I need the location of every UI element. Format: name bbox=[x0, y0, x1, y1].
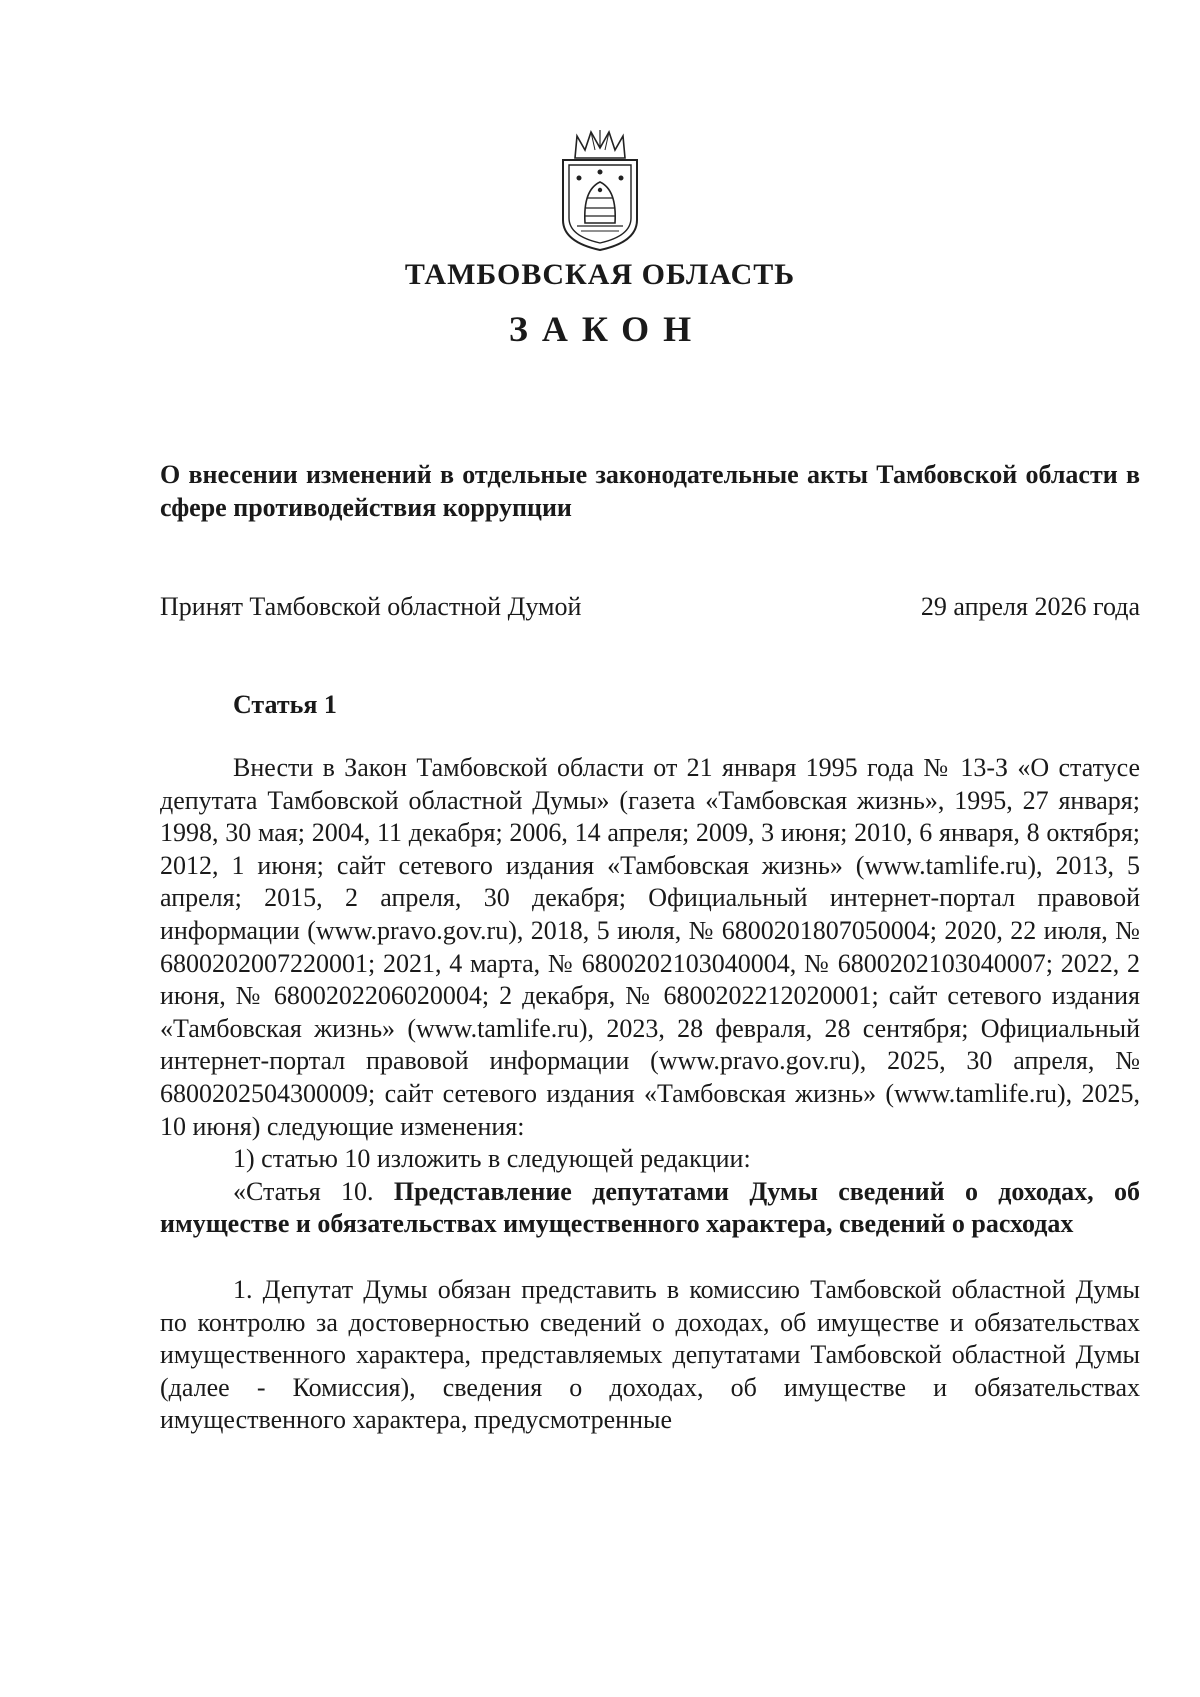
adopted-by: Принят Тамбовской областной Думой bbox=[160, 592, 582, 621]
adoption-date: 29 апреля 2026 года bbox=[920, 592, 1140, 621]
article-10-title: Представление депутатами Думы сведений о доходах, об имуществе и обязательствах имущественного характера, сведений о расходах bbox=[160, 1176, 1140, 1239]
tambov-coat-of-arms-icon bbox=[555, 128, 645, 252]
document-type: ЗАКОН bbox=[508, 309, 706, 349]
article-10-paragraph-1: 1. Депутат Думы обязан представить в комиссию Тамбовской областной Думы по контролю за достоверностью сведений о доходах, об имуществе и обязательствах имущественного характера, представляемых депутатами Тамбовской областной Думы (далее - Комиссия), сведения о доходах, об имуществе и обязательствах имущественного характера, предусмотренные bbox=[160, 1274, 1140, 1435]
article-1-heading: Статья 1 bbox=[233, 690, 337, 719]
region-name: ТАМБОВСКАЯ ОБЛАСТЬ bbox=[404, 258, 796, 291]
article-1-intro: Внести в Закон Тамбовской области от 21 января 1995 года № 13-З «О статусе депутата Тамбовской областной Думы» (газета «Тамбовская жизнь», 1995, 27 января; 1998, 30 мая; 2004, 11 декабря; 2006, 14 апреля; 2009, 3 июня; 2010, 6 января, 8 октября; 2012, 1 июня; сайт сетевого издания «Тамбовская жизнь» (www.tamlife.ru), 2013, 5 апреля; 2015, 2 апреля, 30 декабря; Официальный интернет-портал правовой информации (www.pravo.gov.ru), 2018, 5 июля, № 6800201807050004; 2020, 22 июля, № 6800202007220001; 2021, 4 марта, № 6800202103040004, № 6800202103040007; 2022, 2 июня, № 6800202206020004; 2 декабря, № 6800202212020001; сайт сетевого издания «Тамбовская жизнь» (www.tamlife.ru), 2023, 28 февраля, 28 сентября; Официальный интернет-портал правовой информации (www.pravo.gov.ru), 2025, 30 апреля, № 6800202504300009; сайт сетевого издания «Тамбовская жизнь» (www.tamlife.ru), 2025, 10 июня) следующие изменения: bbox=[160, 753, 1140, 1141]
law-title: О внесении изменений в отдельные законодательные акты Тамбовской области в сфере противодействия коррупции bbox=[160, 460, 1140, 522]
article-10-prefix: «Статья 10. bbox=[233, 1176, 394, 1206]
amendment-item-1: 1) статью 10 изложить в следующей редакции: bbox=[233, 1144, 751, 1174]
article-1-body bbox=[160, 752, 1140, 1437]
adoption-line bbox=[160, 590, 1140, 623]
article-10-heading bbox=[160, 1176, 1140, 1241]
